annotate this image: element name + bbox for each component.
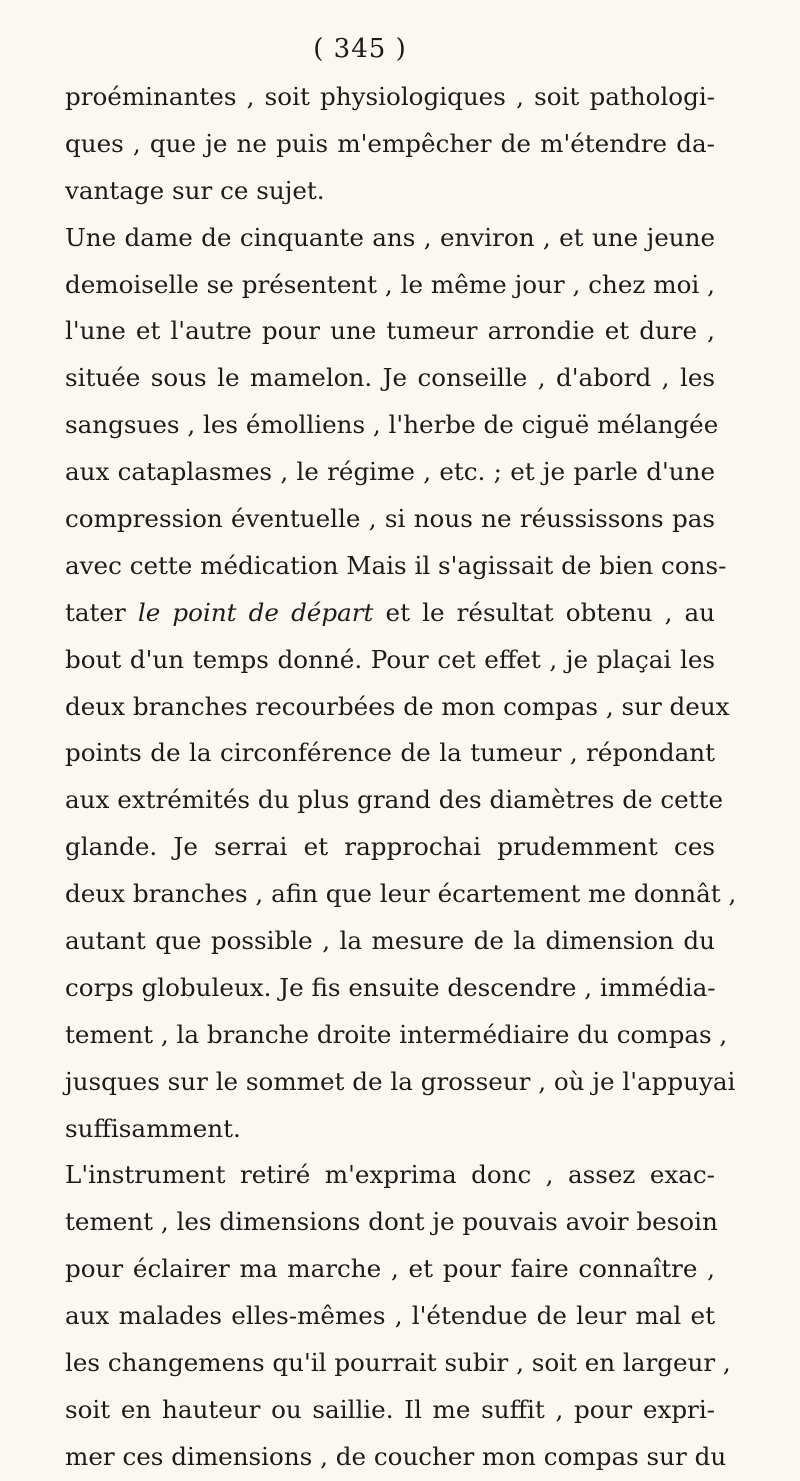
text-line: aux cataplasmes , le régime , etc. ; et je parle d'une (65, 457, 715, 487)
text-line: soit en hauteur ou saillie. Il me suffit , pour expri- (65, 1394, 715, 1424)
text-line: autant que possible , la mesure de la dimension du (65, 926, 715, 956)
text-line: suffisamment. (65, 1113, 241, 1143)
text-line: vantage sur ce sujet. (65, 175, 325, 205)
text-line: tement , la branche droite intermédiaire du compas , (65, 1019, 728, 1049)
text-line: l'une et l'autre pour une tumeur arrondie et dure , (65, 316, 715, 346)
text-line-mixed (65, 590, 715, 637)
text-segment: et le résultat obtenu , au (385, 597, 716, 627)
text-line: située sous le mamelon. Je conseille , d'abord , les (65, 363, 715, 393)
text-line: avec cette médication Mais il s'agissait de bien cons- (65, 550, 727, 580)
text-line: points de la circonférence de la tumeur , répondant (65, 738, 715, 768)
text-line: proéminantes , soit physiologiques , soit pathologi- (65, 82, 715, 111)
text-line: les changemens qu'il pourrait subir , soit en largeur , (65, 1348, 731, 1378)
text-line: tement , les dimensions dont je pouvais avoir besoin (65, 1207, 718, 1237)
text-line: demoiselle se présentent , le même jour , chez moi , (65, 269, 715, 299)
text-line: L'instrument retiré m'exprima donc , assez exac- (65, 1160, 715, 1190)
text-line: pour éclairer ma marche , et pour faire connaître , (65, 1254, 715, 1284)
text-line: bout d'un temps donné. Pour cet effet , je plaçai les (65, 644, 715, 674)
text-line: jusques sur le sommet de la grosseur , où je l'appuyai (65, 1066, 736, 1096)
italic-phrase: le point de départ (137, 597, 374, 627)
text-line: deux branches recourbées de mon compas , sur deux (65, 691, 730, 721)
text-line: ques , que je ne puis m'empêcher de m'étendre da- (65, 128, 715, 158)
text-line: sangsues , les émolliens , l'herbe de ciguë mélangée (65, 410, 719, 440)
text-line: corps globuleux. Je fis ensuite descendre , immédia- (65, 972, 716, 1002)
text-line: deux branches , afin que leur écartement me donnât , (65, 879, 737, 909)
text-line: aux malades elles-mêmes , l'étendue de leur mal et (65, 1301, 715, 1331)
body-text (65, 74, 737, 1481)
text-segment: tater (65, 597, 126, 627)
text-line: compression éventuelle , si nous ne réussissons pas (65, 504, 715, 534)
text-line: glande. Je serrai et rapprochai prudemment ces (65, 832, 715, 862)
text-line: mer ces dimensions , de coucher mon compas sur du (65, 1441, 727, 1471)
text-line: Une dame de cinquante ans , environ , et une jeune (65, 222, 715, 252)
text-line: aux extrémités du plus grand des diamètres de cette (65, 785, 724, 815)
page-number: ( 345 ) (313, 34, 407, 64)
